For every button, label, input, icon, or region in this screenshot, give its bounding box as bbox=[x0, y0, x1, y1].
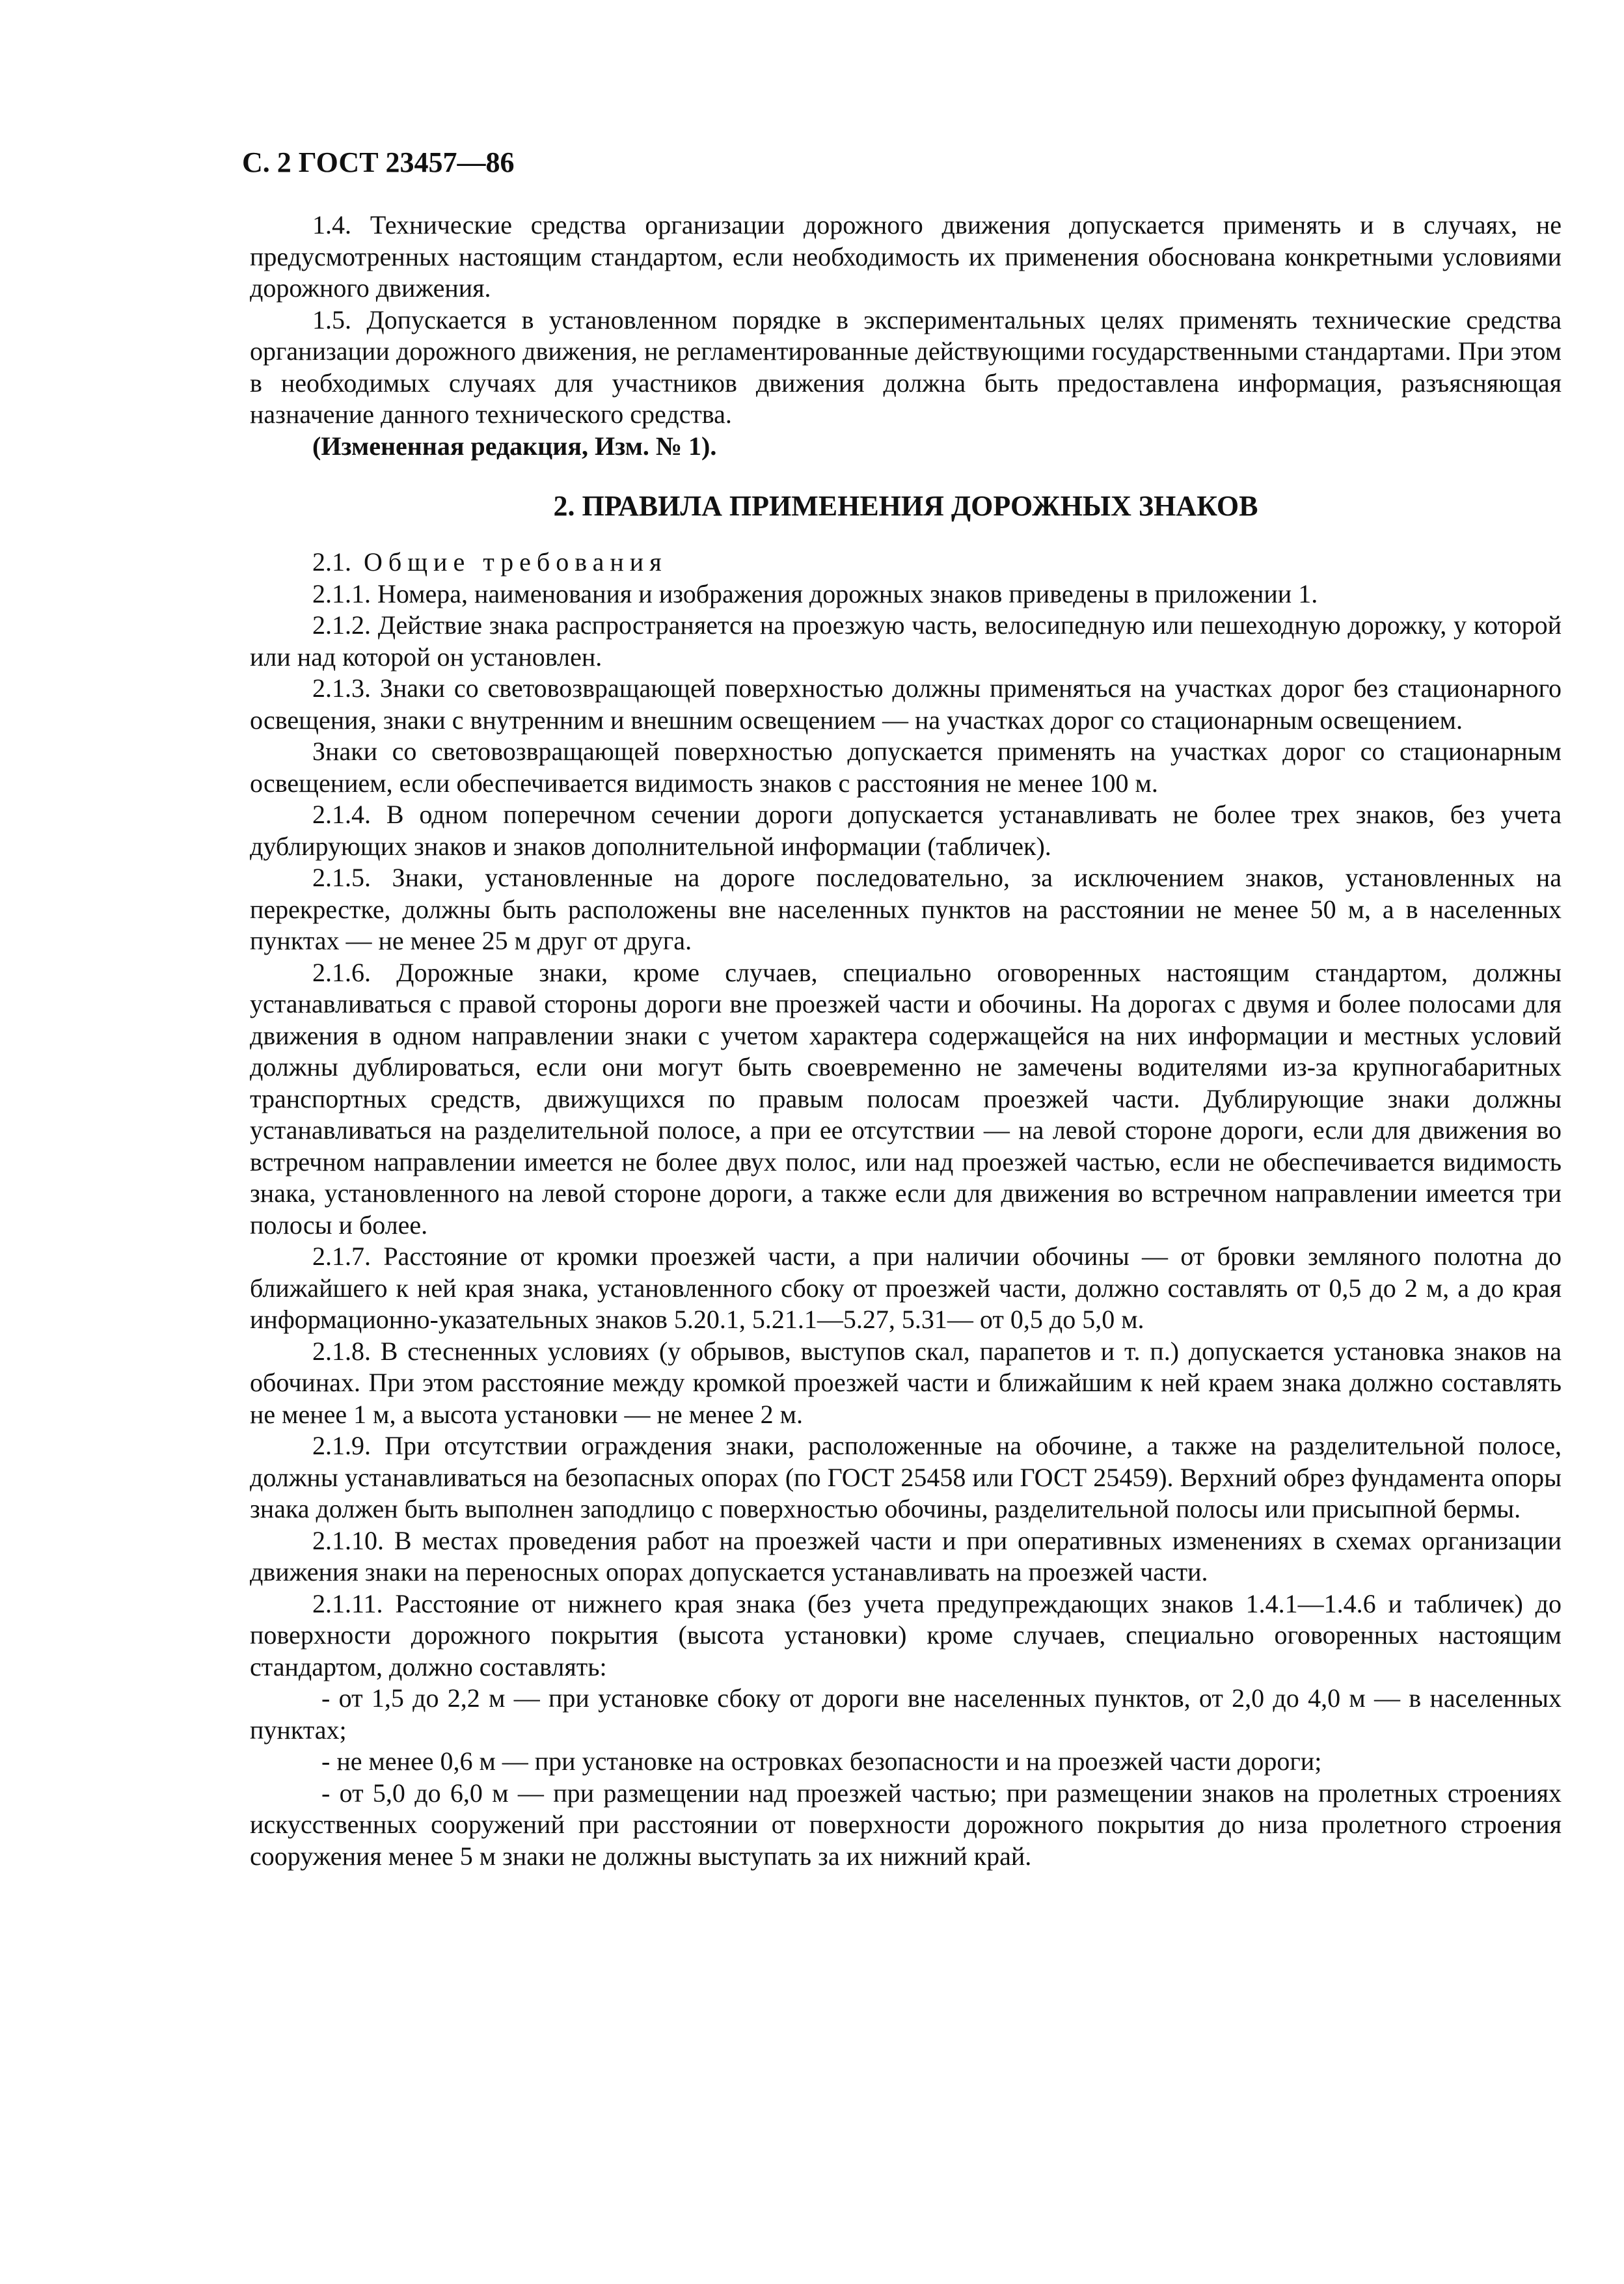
subsection-title: Общие требования bbox=[364, 547, 668, 577]
paragraph-2-1-9: 2.1.9. При отсутствии ограждения знаки, расположенные на обочине, а также на разделительной полосе, должны устанавливаться на безопасных опорах (по ГОСТ 25458 или ГОСТ 25459). Верхний обрез фундамента опоры знака должен быть выполнен заподлицо с поверхностью обочины, разделительной полосы или присыпной бермы. bbox=[250, 1431, 1562, 1523]
paragraph-2-1-11: 2.1.11. Расстояние от нижнего края знака (без учета предупреждающих знаков 1.4.1—1.4.6 и табличек) до поверхности дорожного покрытия (высота установки) кроме случаев, специально оговоренных настоящим стандартом, должно составлять: bbox=[250, 1588, 1562, 1681]
paragraph-2-1-8: 2.1.8. В стесненных условиях (у обрывов, выступов скал, парапетов и т. п.) допускается установка знаков на обочинах. При этом расстояние между кромкой проезжей части и ближайшим к ней краем знака должно составлять не менее 1 м, а высота установки — не менее 2 м. bbox=[250, 1336, 1562, 1429]
paragraph-2-1-3: 2.1.3. Знаки со световозвращающей поверхностью должны применяться на участках дорог без стационарного освещения, знаки с внутренним и внешним освещением — на участках дорог со стационарным освещением. bbox=[250, 673, 1562, 735]
page-header: С. 2 ГОСТ 23457—86 bbox=[242, 146, 515, 178]
paragraph-2-1-7: 2.1.7. Расстояние от кромки проезжей части, а при наличии обочины — от бровки земляного полотна до ближайшего к ней края знака, установленного сбоку от проезжей части, должно составлять от 0,5 до 2 м, а до края информационно-указательных знаков 5.20.1, 5.21.1—5.27, 5.31— от 0,5 до 5,0 м. bbox=[250, 1242, 1562, 1334]
paragraph-1-4: 1.4. Технические средства организации дорожного движения допускается применять и в случаях, не предусмотренных настоящим стандартом, если необходимость их применения обоснована конкретными условиями дорожного движения. bbox=[250, 210, 1562, 303]
list-item: - от 1,5 до 2,2 м — при установке сбоку от дороги вне населенных пунктов, от 2,0 до 4,0 м — в населенных пунктах; bbox=[250, 1683, 1562, 1745]
paragraph-2-1-6: 2.1.6. Дорожные знаки, кроме случаев, специально оговоренных настоящим стандартом, должны устанавливаться с правой стороны дороги вне проезжей части и обочины. На дорогах с двумя и более полосами для движения в одном направлении знаки с учетом характера содержащейся на них информации и местных условий должны дублироваться, если они могут быть своевременно не замечены водителями из-за крупногабаритных транспортных средств, движущихся по правым полосам проезжей части. Дублирующие знаки должны устанавливаться на разделительной полосе, а при ее отсутствии — на левой стороне дороги, если для движения во встречном направлении имеется не более двух полос, или над проезжей частью, если не обеспечивается видимость знака, установленного на левой стороне дороги, а также если для движения во встречном направлении имеется три полосы и более. bbox=[250, 957, 1562, 1240]
paragraph-1-5: 1.5. Допускается в установленном порядке в экспериментальных целях применять технические средства организации дорожного движения, не регламентированные действующими государственными стандартами. При этом в необходимых случаях для участников движения должна быть предоставлена информация, разъясняющая назначение данного технического средства. bbox=[250, 305, 1562, 429]
subsection-number: 2.1. bbox=[312, 547, 351, 577]
list-item: - не менее 0,6 м — при установке на островках безопасности и на проезжей части дороги; bbox=[321, 1747, 1322, 1776]
paragraph-2-1-4: 2.1.4. В одном поперечном сечении дороги допускается устанавливать не более трех знаков, без учета дублирующих знаков и знаков дополнительной информации (табличек). bbox=[250, 800, 1562, 861]
paragraph-2-1-2: 2.1.2. Действие знака распространяется на проезжую часть, велосипедную или пешеходную дорожку, у которой или над которой он установлен. bbox=[250, 610, 1562, 672]
paragraph-2-1-3-continued: Знаки со световозвращающей поверхностью допускается применять на участках дорог со стационарным освещением, если обеспечивается видимость знаков с расстояния не менее 100 м. bbox=[250, 737, 1562, 798]
paragraph-2-1-10: 2.1.10. В местах проведения работ на проезжей части и при оперативных изменениях в схемах организации движения знаки на переносных опорах допускается устанавливать на проезжей части. bbox=[250, 1525, 1562, 1586]
paragraph-2-1-1: 2.1.1. Номера, наименования и изображения дорожных знаков приведены в приложении 1. bbox=[312, 578, 1318, 608]
section-title: 2. ПРАВИЛА ПРИМЕНЕНИЯ ДОРОЖНЫХ ЗНАКОВ bbox=[553, 490, 1258, 522]
document-body bbox=[250, 210, 1562, 1872]
list-item: - от 5,0 до 6,0 м — при размещении над проезжей частью; при размещении знаков на пролетных строениях искусственных сооружений при расстоянии от поверхности дорожного покрытия до низа пролетного строения сооружения менее 5 м знаки не должны выступать за их нижний край. bbox=[250, 1778, 1562, 1871]
amendment-note: (Измененная редакция, Изм. № 1). bbox=[312, 431, 717, 461]
subsection-heading bbox=[250, 547, 1562, 578]
paragraph-2-1-5: 2.1.5. Знаки, установленные на дороге последовательно, за исключением знаков, установленных на перекрестке, должны быть расположены вне населенных пунктов на расстоянии не менее 50 м, а в населенных пунктах — не менее 25 м друг от друга. bbox=[250, 863, 1562, 955]
